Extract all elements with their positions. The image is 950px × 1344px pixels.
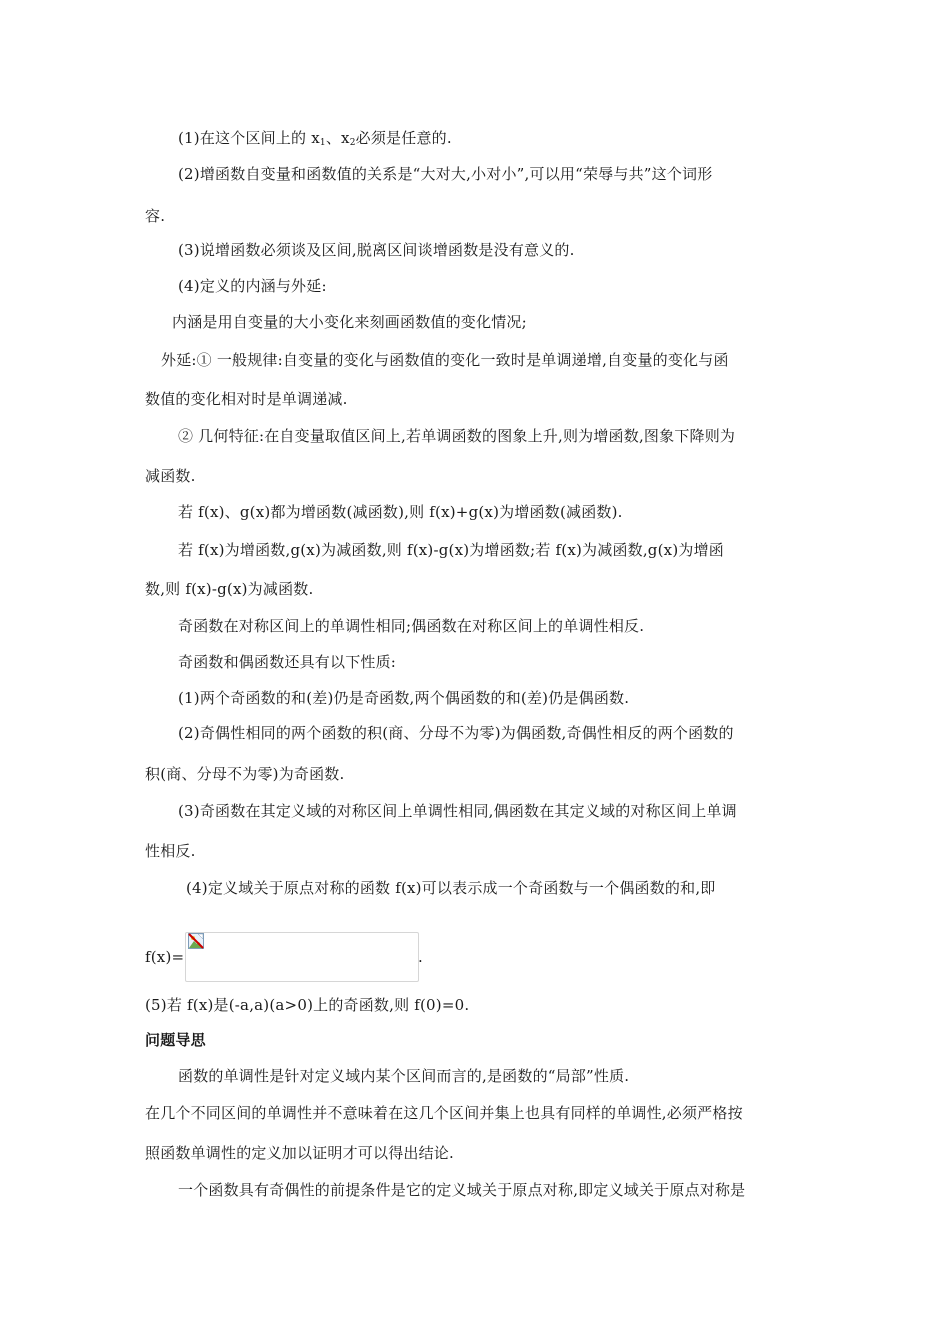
text-line: (3)奇函数在其定义域的对称区间上单调性相同,偶函数在其定义域的对称区间上单调 (178, 802, 737, 820)
formula-period: . (418, 948, 423, 966)
subscript: 1 (319, 138, 326, 148)
text-line: 积(商、分母不为零)为奇函数. (145, 765, 345, 783)
text-line: 外延:① 一般规律:自变量的变化与函数值的变化一致时是单调递增,自变量的变化与函 (161, 351, 729, 369)
broken-image-icon (188, 933, 204, 949)
text-line: 奇函数在对称区间上的单调性相同;偶函数在对称区间上的单调性相反. (178, 617, 645, 635)
text-span: 必须是任意的. (355, 129, 452, 147)
text-line: 照函数单调性的定义加以证明才可以得出结论. (145, 1144, 454, 1162)
formula-image-placeholder (185, 932, 419, 982)
text-line: 数值的变化相对时是单调递减. (145, 390, 348, 408)
text-line: 性相反. (145, 842, 196, 860)
text-line: 在几个不同区间的单调性并不意味着在这几个区间并集上也具有同样的单调性,必须严格按 (145, 1104, 743, 1122)
text-line: (4)定义的内涵与外延: (178, 277, 327, 295)
text-line: (4)定义域关于原点对称的函数 f(x)可以表示成一个奇函数与一个偶函数的和,即 (186, 879, 716, 897)
subscript: 2 (349, 138, 356, 148)
text-line: 函数的单调性是针对定义域内某个区间而言的,是函数的“局部”性质. (178, 1067, 630, 1085)
text-line: ② 几何特征:在自变量取值区间上,若单调函数的图象上升,则为增函数,图象下降则为 (178, 427, 736, 445)
text-line: (5)若 f(x)是(-a,a)(a>0)上的奇函数,则 f(0)=0. (145, 996, 470, 1014)
formula-label: f(x)= (145, 948, 185, 966)
section-heading: 问题导思 (145, 1031, 206, 1049)
text-line (178, 128, 452, 153)
text-line: 若 f(x)、g(x)都为增函数(减函数),则 f(x)+g(x)为增函数(减函数). (178, 503, 623, 521)
text-line: 若 f(x)为增函数,g(x)为减函数,则 f(x)-g(x)为增函数;若 f(x)为减函数,g(x)为增函 (178, 541, 724, 559)
text-line: 数,则 f(x)-g(x)为减函数. (145, 580, 314, 598)
text-line: (3)说增函数必须谈及区间,脱离区间谈增函数是没有意义的. (178, 241, 575, 259)
text-line: (2)奇偶性相同的两个函数的积(商、分母不为零)为偶函数,奇偶性相反的两个函数的 (178, 724, 734, 742)
text-line: 内涵是用自变量的大小变化来刻画函数值的变化情况; (172, 313, 527, 331)
text-line: (2)增函数自变量和函数值的关系是“大对大,小对小”,可以用“荣辱与共”这个词形 (178, 165, 713, 183)
text-span: 、x (325, 129, 350, 147)
text-span: (1)在这个区间上的 x (178, 129, 320, 147)
text-line: 一个函数具有奇偶性的前提条件是它的定义域关于原点对称,即定义域关于原点对称是 (178, 1181, 746, 1199)
text-line: 容. (145, 207, 166, 225)
text-line: (1)两个奇函数的和(差)仍是奇函数,两个偶函数的和(差)仍是偶函数. (178, 689, 630, 707)
text-line: 奇函数和偶函数还具有以下性质: (178, 653, 397, 671)
text-line: 减函数. (145, 467, 196, 485)
